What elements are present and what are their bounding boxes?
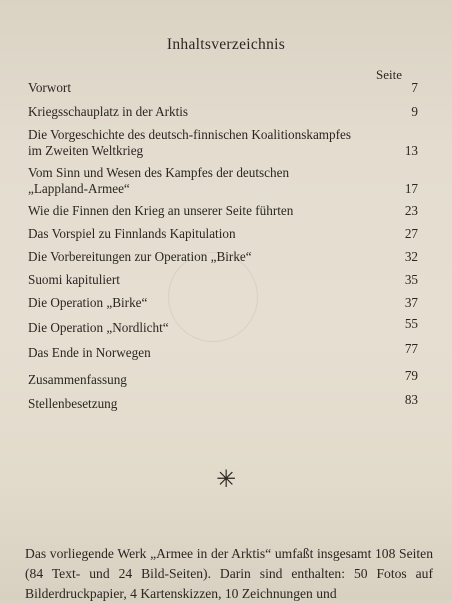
toc-entry-page: 7 — [411, 80, 418, 95]
toc-entry-vorwort — [28, 80, 418, 96]
toc-entry-page: 32 — [404, 249, 418, 264]
book-description-paragraph: Das vorliegende Werk „Armee in der Arktis“ umfaßt insgesamt 108 Seiten (84 Text- und 24 Bild-Seiten). Darin sind enthalten: 50 Fotos auf Bilderdruckpapier, 4 Kartenskizzen, 10 Zeichnungen und — [25, 546, 433, 601]
toc-entry-title: Die Operation „Birke“ — [28, 295, 148, 310]
toc-entry-title: Die Vorbereitungen zur Operation „Birke“ — [28, 249, 252, 264]
toc-entry-kriegsschauplatz — [28, 104, 418, 120]
toc-entry-page: 9 — [411, 104, 418, 119]
page-column-header: Seite — [376, 67, 402, 82]
toc-entry-stellenbesetzung — [28, 392, 418, 412]
toc-entry-vorgeschichte — [28, 127, 418, 159]
toc-entry-nordlicht — [28, 316, 418, 336]
toc-entry-suomi — [28, 272, 418, 288]
toc-entry-page: 77 — [404, 341, 418, 356]
toc-entry-title: Die Operation „Nordlicht“ — [28, 320, 169, 335]
toc-entry-page: 13 — [404, 143, 418, 158]
toc-entry-birke — [28, 295, 418, 311]
toc-entry-page: 35 — [404, 272, 418, 287]
toc-entry-page: 55 — [404, 316, 418, 331]
page-title: Inhaltsverzeichnis — [166, 36, 286, 53]
toc-entry-page: 27 — [404, 226, 418, 241]
toc-entry-vorbereitungen — [28, 249, 418, 265]
toc-entry-finnen — [28, 203, 418, 219]
toc-entry-page: 83 — [404, 392, 418, 407]
toc-entry-zusammenfassung — [28, 368, 418, 388]
toc-entry-page: 79 — [404, 368, 418, 383]
toc-entry-page: 37 — [404, 295, 418, 310]
toc-entry-title: Kriegsschauplatz in der Arktis — [28, 104, 189, 119]
toc-entry-ende-norwegen — [28, 341, 418, 361]
toc-entry-title: Stellenbesetzung — [28, 396, 118, 411]
asterisk-divider-icon: ✳ — [215, 465, 237, 493]
toc-entry-page: 23 — [404, 203, 418, 218]
toc-entry-title: Suomi kapituliert — [28, 272, 120, 287]
toc-entry-title: Vom Sinn und Wesen des Kampfes der deutschen „Lappland-Armee“ — [28, 165, 290, 196]
toc-entry-vorspiel — [28, 226, 418, 242]
toc-entry-page: 17 — [404, 181, 418, 196]
toc-entry-title: Vorwort — [28, 80, 71, 95]
toc-entry-title: Zusammenfassung — [28, 372, 127, 387]
toc-entry-sinn-und-wesen — [28, 165, 418, 197]
toc-entry-title: Die Vorgeschichte des deutsch-finnischen Koalitionskampfes im Zweiten Weltkrieg — [28, 127, 352, 158]
toc-entry-title: Das Vorspiel zu Finnlands Kapitulation — [28, 226, 236, 241]
toc-entry-title: Wie die Finnen den Krieg an unserer Seite führten — [28, 203, 294, 218]
toc-entry-title: Das Ende in Norwegen — [28, 345, 151, 360]
